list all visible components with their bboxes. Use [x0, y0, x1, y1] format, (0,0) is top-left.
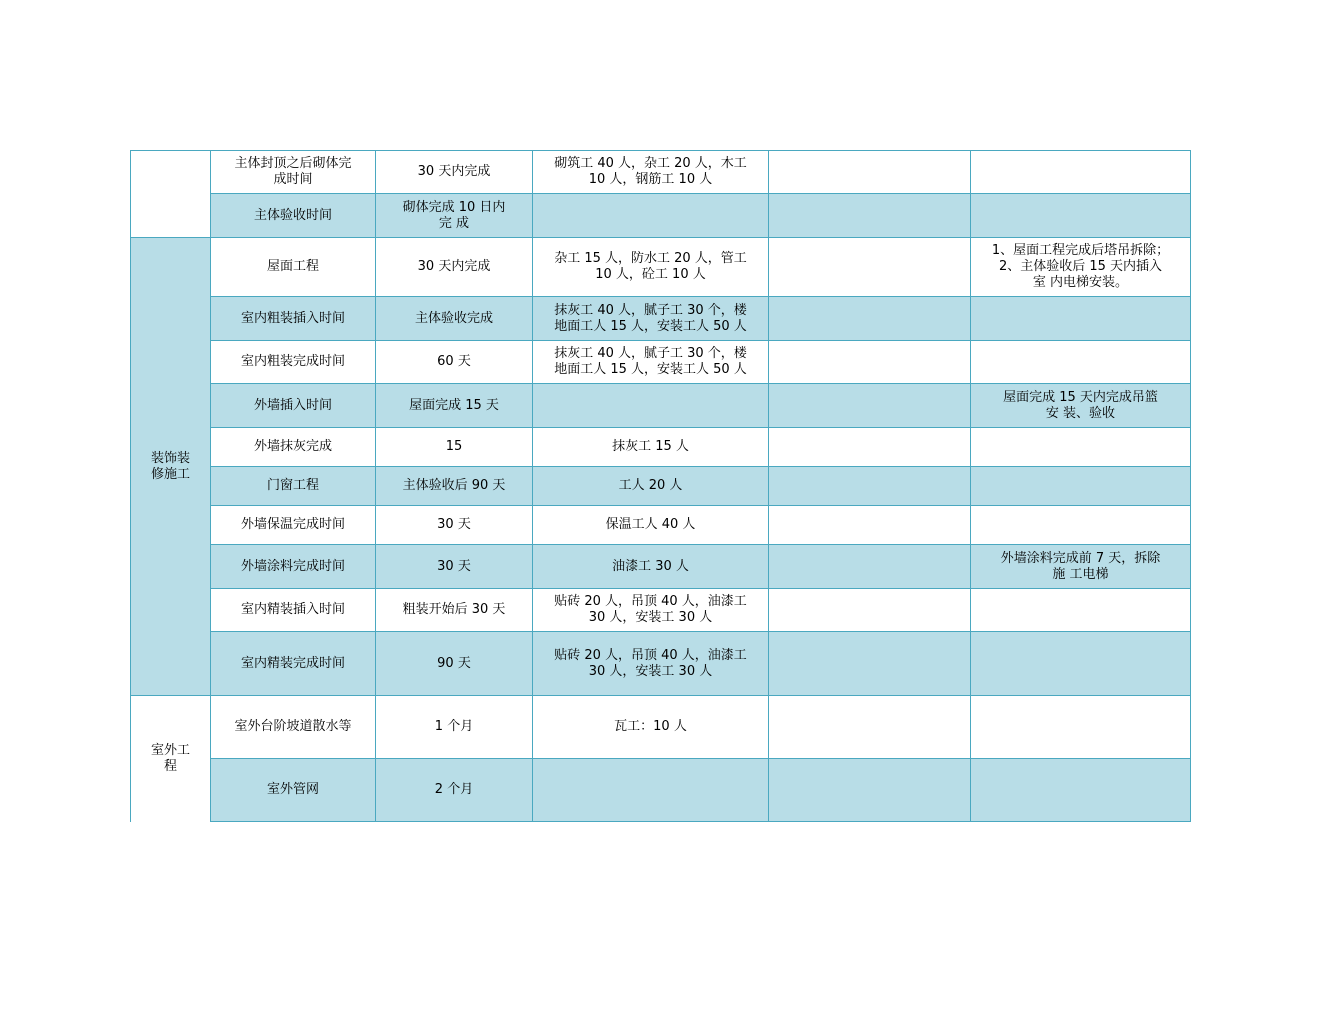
- blank-cell: [769, 589, 971, 632]
- table-row: [131, 341, 1191, 384]
- duration-cell: 屋面完成 15 天: [376, 384, 533, 428]
- item-cell: 室内粗装插入时间: [211, 297, 376, 341]
- labor-cell: 杂工 15 人，防水工 20 人，管工 10 人，砼工 10 人: [533, 238, 769, 297]
- blank-cell: [769, 467, 971, 506]
- item-cell: 主体验收时间: [211, 194, 376, 238]
- duration-cell: 2 个月: [376, 759, 533, 822]
- labor-cell: 工人 20 人: [533, 467, 769, 506]
- table-row: [131, 297, 1191, 341]
- note-cell: [971, 297, 1191, 341]
- blank-cell: [769, 194, 971, 238]
- labor-cell: 抹灰工 40 人，腻子工 30 个，楼 地面工人 15 人，安装工人 50 人: [533, 341, 769, 384]
- note-cell: [971, 428, 1191, 467]
- note-cell: [971, 151, 1191, 194]
- duration-cell: 90 天: [376, 632, 533, 696]
- duration-cell: 60 天: [376, 341, 533, 384]
- item-cell: 屋面工程: [211, 238, 376, 297]
- blank-cell: [769, 506, 971, 545]
- group-label-outdoor: 室外工 程: [131, 696, 211, 822]
- labor-cell: 油漆工 30 人: [533, 545, 769, 589]
- labor-cell: 贴砖 20 人，吊顶 40 人，油漆工 30 人，安装工 30 人: [533, 589, 769, 632]
- blank-cell: [769, 632, 971, 696]
- item-cell: 室内精装插入时间: [211, 589, 376, 632]
- duration-cell: 30 天内完成: [376, 151, 533, 194]
- table-row: [131, 428, 1191, 467]
- blank-cell: [769, 696, 971, 759]
- labor-cell: 砌筑工 40 人，杂工 20 人，木工 10 人，钢筋工 10 人: [533, 151, 769, 194]
- duration-cell: 1 个月: [376, 696, 533, 759]
- construction-schedule-table: [130, 150, 1191, 822]
- note-cell: [971, 467, 1191, 506]
- labor-cell: [533, 759, 769, 822]
- note-cell: 屋面完成 15 天内完成吊篮 安 装、验收: [971, 384, 1191, 428]
- note-cell: [971, 589, 1191, 632]
- labor-cell: [533, 194, 769, 238]
- blank-cell: [769, 238, 971, 297]
- duration-cell: 主体验收后 90 天: [376, 467, 533, 506]
- item-cell: 外墙插入时间: [211, 384, 376, 428]
- item-cell: 室内精装完成时间: [211, 632, 376, 696]
- duration-cell: 30 天内完成: [376, 238, 533, 297]
- blank-cell: [769, 151, 971, 194]
- item-cell: 外墙保温完成时间: [211, 506, 376, 545]
- table-row: [131, 632, 1191, 696]
- labor-cell: 瓦工：10 人: [533, 696, 769, 759]
- table-row: [131, 467, 1191, 506]
- group-cell-empty: [131, 151, 211, 238]
- labor-cell: 抹灰工 15 人: [533, 428, 769, 467]
- note-cell: 外墙涂料完成前 7 天，拆除 施 工电梯: [971, 545, 1191, 589]
- table-row: [131, 238, 1191, 297]
- note-cell: 1、屋面工程完成后塔吊拆除； 2、主体验收后 15 天内插入 室 内电梯安装。: [971, 238, 1191, 297]
- table-row: [131, 151, 1191, 194]
- table-row: [131, 384, 1191, 428]
- duration-cell: 30 天: [376, 545, 533, 589]
- note-cell: [971, 632, 1191, 696]
- table-row: [131, 589, 1191, 632]
- labor-cell: 抹灰工 40 人，腻子工 30 个，楼 地面工人 15 人，安装工人 50 人: [533, 297, 769, 341]
- note-cell: [971, 341, 1191, 384]
- table-row: [131, 194, 1191, 238]
- item-cell: 室外管网: [211, 759, 376, 822]
- note-cell: [971, 506, 1191, 545]
- duration-cell: 30 天: [376, 506, 533, 545]
- note-cell: [971, 759, 1191, 822]
- duration-cell: 粗装开始后 30 天: [376, 589, 533, 632]
- table-row: [131, 545, 1191, 589]
- blank-cell: [769, 428, 971, 467]
- blank-cell: [769, 384, 971, 428]
- item-cell: 门窗工程: [211, 467, 376, 506]
- item-cell: 外墙涂料完成时间: [211, 545, 376, 589]
- labor-cell: 贴砖 20 人，吊顶 40 人，油漆工 30 人，安装工 30 人: [533, 632, 769, 696]
- blank-cell: [769, 341, 971, 384]
- labor-cell: [533, 384, 769, 428]
- item-cell: 室外台阶坡道散水等: [211, 696, 376, 759]
- note-cell: [971, 194, 1191, 238]
- item-cell: 主体封顶之后砌体完 成时间: [211, 151, 376, 194]
- table-row: [131, 696, 1191, 759]
- labor-cell: 保温工人 40 人: [533, 506, 769, 545]
- blank-cell: [769, 759, 971, 822]
- blank-cell: [769, 297, 971, 341]
- note-cell: [971, 696, 1191, 759]
- duration-cell: 砌体完成 10 日内 完 成: [376, 194, 533, 238]
- table-row: [131, 506, 1191, 545]
- blank-cell: [769, 545, 971, 589]
- item-cell: 外墙抹灰完成: [211, 428, 376, 467]
- item-cell: 室内粗装完成时间: [211, 341, 376, 384]
- group-label-decoration: 装饰装 修施工: [131, 238, 211, 696]
- table-row: [131, 759, 1191, 822]
- duration-cell: 15: [376, 428, 533, 467]
- duration-cell: 主体验收完成: [376, 297, 533, 341]
